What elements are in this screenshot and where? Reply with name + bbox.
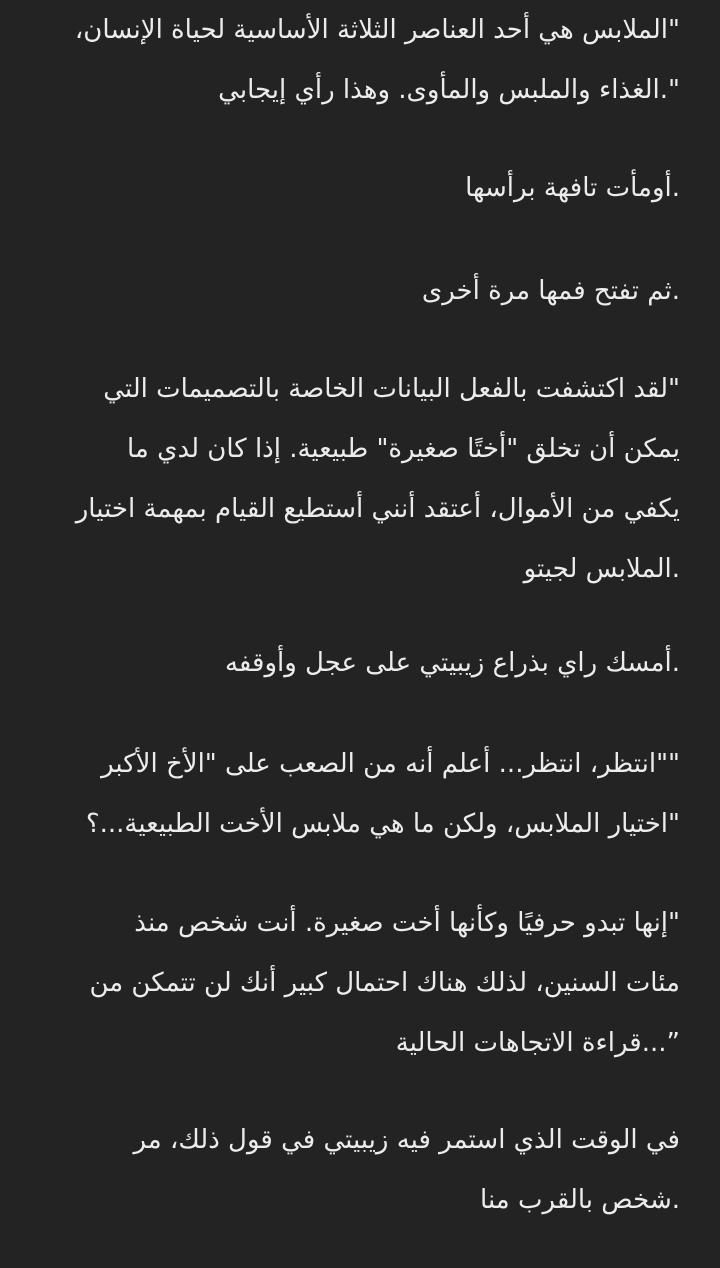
- paragraph-4: [38, 359, 680, 599]
- text-line: "لقد اكتشفت بالفعل البيانات الخاصة بالتصميمات التي: [103, 374, 680, 404]
- paragraph-3: [38, 261, 680, 321]
- text-line: .أمسك راي بذراع زيبيتي على عجل وأوقفه: [224, 648, 680, 678]
- paragraph-8: [38, 1110, 680, 1230]
- text-line: "اختيار الملابس، ولكن ما هي ملابس الأخت الطبيعية...؟: [85, 809, 680, 839]
- paragraph-5: [38, 633, 680, 693]
- text-line: ”...قراءة الاتجاهات الحالية: [395, 1028, 680, 1058]
- text-line: "إنها تبدو حرفيًا وكأنها أخت صغيرة. أنت شخص منذ: [134, 908, 680, 938]
- text-line: ".الغذاء والملبس والمأوى. وهذا رأي إيجابي: [218, 75, 680, 105]
- text-line: .أومأت تافهة برأسها: [465, 173, 680, 203]
- text-line: يكفي من الأموال، أعتقد أنني أستطيع القيام بمهمة اختيار: [75, 494, 680, 524]
- text-line: في الوقت الذي استمر فيه زيبيتي في قول ذلك، مر: [133, 1125, 680, 1155]
- paragraph-2: [38, 158, 680, 218]
- text-line: .الملابس لجيتو: [523, 554, 680, 584]
- text-line: ""انتظر، انتظر... أعلم أنه من الصعب على "الأخ الأكبر: [101, 749, 680, 779]
- paragraph-6: [38, 734, 680, 854]
- text-line: "الملابس هي أحد العناصر الثلاثة الأساسية لحياة الإنسان،: [74, 15, 680, 45]
- text-line: مئات السنين، لذلك هناك احتمال كبير أنك لن تتمكن من: [89, 968, 680, 998]
- paragraph-1: [38, 0, 680, 120]
- text-line: .شخص بالقرب منا: [480, 1185, 680, 1215]
- text-line: .ثم تفتح فمها مرة أخرى: [421, 276, 680, 306]
- text-line: يمكن أن تخلق "أختًا صغيرة" طبيعية. إذا كان لدي ما: [126, 434, 680, 464]
- paragraph-7: [38, 893, 680, 1073]
